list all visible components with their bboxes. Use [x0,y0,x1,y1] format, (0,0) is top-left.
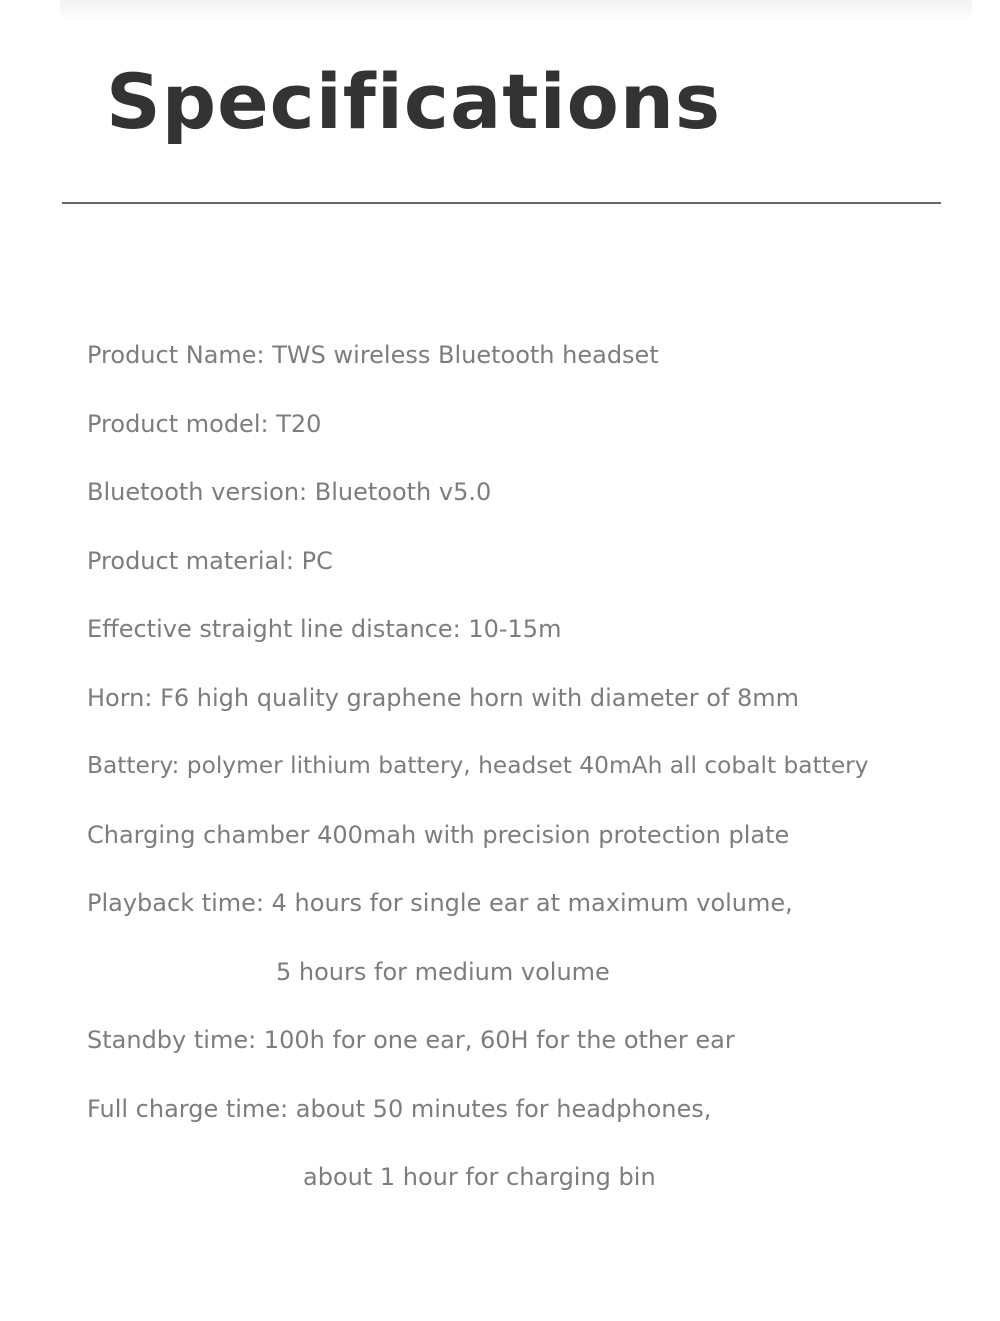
spec-full-charge-time: Full charge time: about 50 minutes for headphones, [87,1095,712,1123]
page-title: Specifications [106,57,722,146]
spec-product-model: Product model: T20 [87,410,322,438]
spec-charging-chamber: Charging chamber 400mah with precision protection plate [87,821,790,849]
spec-effective-distance: Effective straight line distance: 10-15m [87,615,562,643]
spec-product-material: Product material: PC [87,547,333,575]
spec-horn: Horn: F6 high quality graphene horn with diameter of 8mm [87,684,800,712]
title-divider [62,202,941,204]
spec-standby-time: Standby time: 100h for one ear, 60H for the other ear [87,1026,735,1054]
spec-playback-time: Playback time: 4 hours for single ear at maximum volume, [87,889,793,917]
spec-product-name: Product Name: TWS wireless Bluetooth headset [87,341,659,369]
spec-battery: Battery: polymer lithium battery, headset 40mAh all cobalt battery [87,752,869,779]
spec-full-charge-time-continued: about 1 hour for charging bin [303,1163,656,1191]
spec-playback-time-continued: 5 hours for medium volume [276,958,610,986]
top-shade-decoration [60,0,972,22]
spec-bluetooth-version: Bluetooth version: Bluetooth v5.0 [87,478,492,506]
